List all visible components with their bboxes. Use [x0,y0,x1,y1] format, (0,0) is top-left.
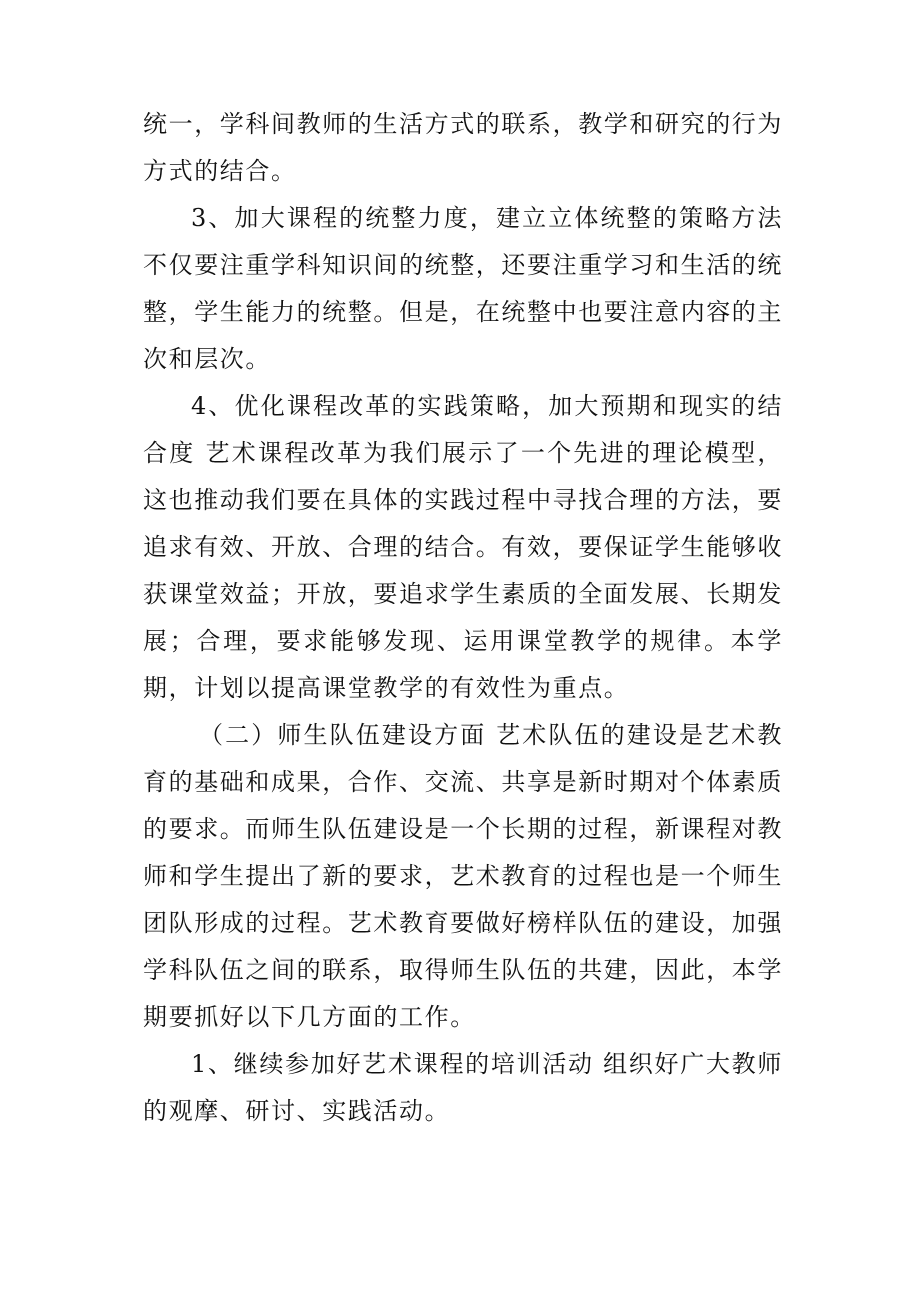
paragraph-item-3: 3、加大课程的统整力度，建立立体统整的策略方法 不仅要注重学科知识间的统整，还要注重学习和生活的统整，学生能力的统整。但是，在统整中也要注意内容的主次和层次。 [143,204,783,373]
paragraph-continuation: 统一，学科间教师的生活方式的联系，教学和研究的行为方式的结合。 [143,110,783,185]
document-page [143,101,783,1135]
paragraph-item-1: 1、继续参加好艺术课程的培训活动 组织好广大教师的观摩、研讨、实践活动。 [143,1050,783,1125]
paragraph-item-4: 4、优化课程改革的实践策略，加大预期和现实的结合度 艺术课程改革为我们展示了一个先进的理论模型，这也推动我们要在具体的实践过程中寻找合理的方法，要追求有效、开放、合理的结合。有效，要保证学生能够收获课堂效益；开放，要追求学生素质的全面发展、长期发展；合理，要求能够发现、运用课堂教学的规律。本学期，计划以提高课堂教学的有效性为重点。 [143,392,783,702]
paragraph-section-2: （二）师生队伍建设方面 艺术队伍的建设是艺术教育的基础和成果，合作、交流、共享是新时期对个体素质的要求。而师生队伍建设是一个长期的过程，新课程对教师和学生提出了新的要求，艺术教育的过程也是一个师生团队形成的过程。艺术教育要做好榜样队伍的建设，加强学科队伍之间的联系，取得师生队伍的共建，因此，本学期要抓好以下几方面的工作。 [143,721,783,1031]
